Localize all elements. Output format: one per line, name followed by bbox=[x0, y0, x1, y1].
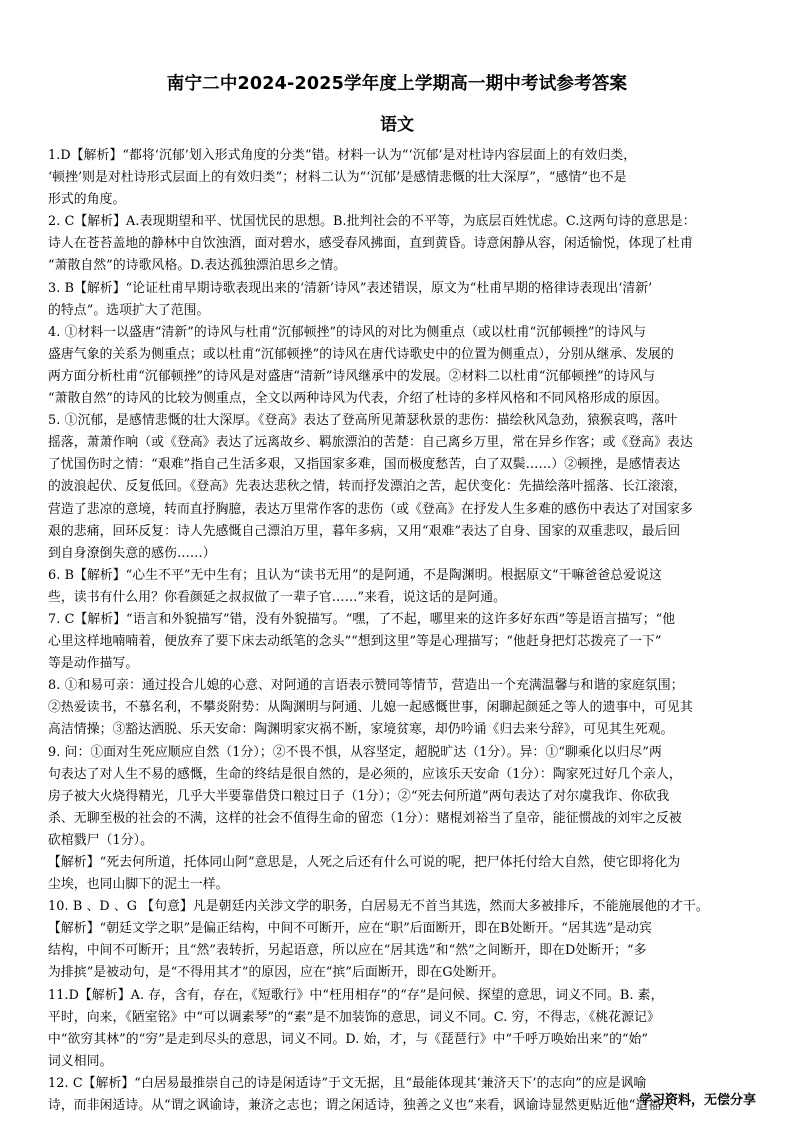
text-line: 中“欲穷其林”的“穷”是走到尽头的意思，词义不同。D. 始，才，与《琵琶行》中“千呼万唤始出来”的“始” bbox=[48, 1031, 649, 1047]
text-line: 砍棺戮尸（1分）。 bbox=[48, 832, 154, 848]
text-line: 平时，向来，《陋室铭》中“可以调素琴”的“素”是不加装饰的意思，词义不同。C. 穷，不得志，《桃花源记》 bbox=[48, 1009, 660, 1025]
text-line: 等是动作描写。 bbox=[48, 656, 139, 672]
text-line: 8. ①和易可亲：通过投合儿媳的心意、对阿通的言语表示赞同等情节，营造出一个充满温馨与和谐的家庭氛围； bbox=[48, 678, 684, 694]
text-line: “萧散自然”的诗风的比较为侧重点，全文以两种诗风为代表，介绍了杜诗的多样风格和不同风格形成的原因。 bbox=[48, 391, 668, 407]
text-line: 两方面分析杜甫“沉郁顿挫”的诗风是对盛唐“清新”诗风继承中的发展。②材料二以杜甫“沉郁顿挫”的诗风与 bbox=[48, 368, 656, 384]
text-line: 7. C【解析】“语言和外貌描写”错，没有外貌描写。“嘿，了不起，哪里来的这许多好东西”等是语言描写；“他 bbox=[48, 611, 676, 627]
text-line: 5. ①沉郁，是感情悲慨的壮大深厚。《登高》表达了登高所见萧瑟秋景的悲伤：描绘秋风急劲，猿猴哀鸣，落叶 bbox=[48, 413, 678, 429]
text-line: ②热爱读书，不慕名利，不攀炎附势：从陶渊明与阿通、儿媳一起感慨世事，闲聊起颜延之等人的遗事中，可见其 bbox=[48, 700, 693, 716]
text-line: 杀、无聊至极的社会的不满，这样的社会不值得生命的留恋（1分）：赌棍刘裕当了皇帝，能征惯战的刘牢之反被 bbox=[48, 810, 682, 826]
subject-heading: 语文 bbox=[380, 115, 414, 135]
text-line: 1.D【解析】“都将‘沉郁’划入形式角度的分类”错。材料一认为“‘沉郁’是对杜诗内容层面上的有效归类， bbox=[48, 148, 637, 163]
text-line: 为排摈”是被动句，是“不得用其才”的原因，应在“摈”后面断开，即在G处断开。 bbox=[48, 965, 505, 981]
text-line: 艰的悲痛，回环反复：诗人先感慨自己漂泊万里，暮年多病，又用“艰难”表达了自身、国家的双重悲叹，最后回 bbox=[48, 523, 681, 539]
text-line: 摇落，萧萧作响（或《登高》表达了远离故乡、羁旅漂泊的苦楚：自己离乡万里，常在异乡作客；或《登高》表达 bbox=[48, 435, 693, 451]
text-line: 12. C【解析】“白居易最推崇自己的诗是闲适诗”于文无据，且“最能体现其‘兼济天下’的志向”的应是讽喻 bbox=[48, 1075, 647, 1091]
text-line: 4. ①材料一以盛唐“清新”的诗风与杜甫“沉郁顿挫”的诗风的对比为侧重点（或以杜甫“沉郁顿挫”的诗风与 bbox=[48, 324, 647, 340]
text-line: 词义相同。 bbox=[48, 1053, 113, 1069]
text-line: 3. B【解析】“论证杜甫早期诗歌表现出来的‘清新’诗风”表述错误，原文为“杜甫早期的格律诗表现出‘清新’ bbox=[48, 280, 653, 296]
text-line: 到自身潦倒失意的感伤……） bbox=[48, 545, 216, 561]
text-line: 些，读书有什么用？你看颜延之叔叔做了一辈子官……”来看，说这话的是阿通。 bbox=[48, 589, 507, 605]
text-line: 房子被大火烧得精光，几乎大半要靠借贷口粮过日子（1分）；②“死去何所道”两句表达了对尔虞我诈、你砍我 bbox=[48, 788, 670, 804]
text-line: 高洁情操；③豁达洒脱、乐天安命：陶渊明家灾祸不断，家境贫寒，却仍吟诵《归去来兮辞》，可见其生死观。 bbox=[48, 722, 674, 738]
document-title: 南宁二中2024-2025学年度上学期高一期中考试参考答案 bbox=[166, 74, 628, 94]
text-line: 了忧国伤时之情：“艰难”指自己生活多艰，又指国家多难，国而极度愁苦，白了双鬓……）②顿挫，是感情表达 bbox=[48, 457, 681, 473]
text-line: 心里这样地喃喃着，便放弃了要下床去动纸笔的念头”“想到这里”等是心理描写；“他赶身把灯芯拨亮了一下” bbox=[48, 634, 662, 650]
text-line: 10. B 、D 、G 【句意】凡是朝廷内关涉文学的职务，白居易无不首当其选，然而大多被排斥，不能施展他的才干。 bbox=[48, 899, 709, 915]
text-line: ‘顿挫’则是对杜诗形式层面上的有效归类”；材料二认为“‘沉郁’是感情悲慨的壮大深厚”，“感情”也不是 bbox=[48, 170, 627, 186]
text-line: 尘埃，也同山脚下的泥土一样。 bbox=[48, 877, 229, 893]
text-line: 诗，而非闲适诗。从“谓之讽谕诗，兼济之志也；谓之闲适诗，独善之义也”来看，讽谕诗显然更贴近他“造福天 bbox=[48, 1098, 675, 1114]
text-line: “萧散自然”的诗歌风格。D.表达孤独漂泊思乡之情。 bbox=[48, 258, 347, 274]
text-line: 【解析】“朝廷文学之职”是偏正结构，中间不可断开，应在“职”后面断开，即在B处断开。“居其选”是动宾 bbox=[48, 921, 652, 937]
text-line: 9. 问：①面对生死应顺应自然（1分）；②不畏不惧，从容坚定，超脱旷达（1分）。异：①“聊乘化以归尽”两 bbox=[48, 744, 662, 760]
text-line: 盛唐气象的关系为侧重点；或以杜甫“沉郁顿挫”的诗风在唐代诗歌史中的位置为侧重点），分别从继承、发展的 bbox=[48, 346, 674, 362]
text-line: 【解析】“死去何所道，托体同山阿”意思是，人死之后还有什么可说的呢，把尸体托付给大自然，使它即将化为 bbox=[48, 855, 681, 870]
text-line: 的特点”。选项扩大了范围。 bbox=[48, 302, 210, 318]
answer-body bbox=[48, 145, 753, 1117]
text-line: 11.D【解析】A. 存，含有，存在，《短歌行》中“枉用相存”的“存”是问候、探望的意思，词义不同。B. 素， bbox=[48, 987, 664, 1003]
text-line: 营造了悲凉的意境，转而直抒胸臆，表达万里常作客的悲伤（或《登高》在抒发人生多难的感伤中表达了对国家多 bbox=[48, 501, 693, 517]
text-line: 结构，中间不可断开；且“然”表转折，另起语意，所以应在“居其选”和“然”之间断开，即在D处断开；“多 bbox=[48, 943, 647, 959]
text-line: 的波浪起伏、反复低回。《登高》先表达悲秋之情，转而抒发漂泊之苦，起伏变化：先描绘落叶摇落、长江滚滚， bbox=[48, 479, 687, 495]
footer-note: 学习资料，无偿分享 bbox=[638, 1093, 756, 1108]
text-line: 诗人在苍苔盖地的静林中自饮浊酒，面对碧水，感受春风拂面，直到黄昏。诗意闲静从容，闲适愉悦，体现了杜甫 bbox=[48, 236, 693, 252]
text-line: 形式的角度。 bbox=[48, 192, 126, 208]
text-line: 句表达了对人生不易的感慨，生命的终结是很自然的，是必须的，应该乐天安命（1分）：陶家死过好几个亲人， bbox=[48, 766, 682, 782]
text-line: 2. C【解析】A.表现期望和平、忧国忧民的思想。B.批判社会的不平等，为底层百姓忧虑。C.这两句诗的意思是： bbox=[48, 214, 696, 230]
text-line: 6. B【解析】“心生不平”无中生有；且认为“读书无用”的是阿通，不是陶渊明。根据原文“干嘛爸爸总爱说这 bbox=[48, 567, 662, 583]
